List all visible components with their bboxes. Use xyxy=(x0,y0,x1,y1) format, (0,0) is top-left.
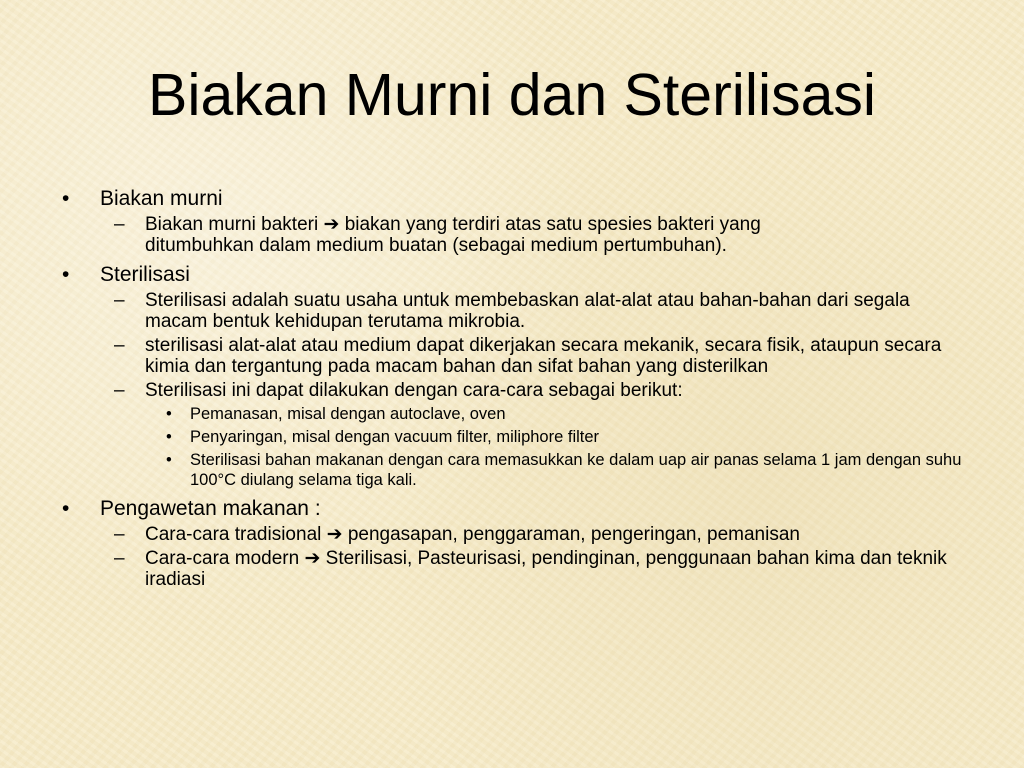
sub-item-cara-modern xyxy=(56,548,976,590)
bullet-pengawetan-makanan xyxy=(56,496,976,521)
sub-item-text: sterilisasi alat-alat atau medium dapat dikerjakan secara mekanik, secara fisik, ataupun secara kimia dan tergantung pada macam bahan dan sifat bahan yang disterilkan xyxy=(145,335,942,377)
sub-item-sterilisasi-cara xyxy=(56,335,976,377)
sub-item-sterilisasi-definisi xyxy=(56,290,976,332)
sub-item-lead: Biakan murni bakteri xyxy=(145,214,319,235)
sub-item-cara-tradisional xyxy=(56,524,976,545)
dash-marker: – xyxy=(114,524,125,545)
bullet-marker: • xyxy=(166,451,172,469)
bullet-text: Sterilisasi xyxy=(100,263,190,286)
sub-sub-item-text: Penyaringan, misal dengan vacuum filter, miliphore filter xyxy=(190,428,600,446)
sub-item-text: Sterilisasi ini dapat dilakukan dengan cara-cara sebagai berikut: xyxy=(145,380,683,401)
bullet-sterilisasi xyxy=(56,262,976,287)
bullet-text: Biakan murni xyxy=(100,187,223,210)
sub-item-rest: pengasapan, penggaraman, pengeringan, pemanisan xyxy=(347,524,800,545)
sub-item-rest: biakan yang terdiri atas satu spesies bakteri yang xyxy=(344,214,761,235)
sub-item-biakan-murni-bakteri xyxy=(56,214,976,256)
bullet-text: Pengawetan makanan : xyxy=(100,497,321,520)
bullet-marker: • xyxy=(62,187,70,210)
sub-sub-item-text: Pemanasan, misal dengan autoclave, oven xyxy=(190,405,506,423)
sub-sub-item-text: Sterilisasi bahan makanan dengan cara memasukkan ke dalam uap air panas selama 1 jam dengan suhu 100°C diulang selama tiga kali. xyxy=(190,451,962,489)
sub-item-sterilisasi-metode xyxy=(56,380,976,401)
sub-item-rest: Sterilisasi, Pasteurisasi, pendinginan, penggunaan bahan kima dan teknik iradiasi xyxy=(145,548,947,590)
dash-marker: – xyxy=(114,214,125,235)
bullet-marker: • xyxy=(62,497,70,520)
bullet-marker: • xyxy=(62,263,70,286)
dash-marker: – xyxy=(114,548,125,569)
sub-item-lead: Cara-cara tradisional xyxy=(145,524,322,545)
sub-item-text: Sterilisasi adalah suatu usaha untuk membebaskan alat-alat atau bahan-bahan dari segala macam bentuk kehidupan terutama mikrobia. xyxy=(145,290,910,332)
dash-marker: – xyxy=(114,290,125,311)
sub-sub-item-uap-panas xyxy=(56,450,976,490)
sub-sub-item-pemanasan xyxy=(56,404,976,424)
arrow-right-icon: ➔ xyxy=(326,523,343,545)
bullet-marker: • xyxy=(166,405,172,423)
arrow-right-icon: ➔ xyxy=(323,213,340,235)
dash-marker: – xyxy=(114,380,125,401)
sub-sub-item-penyaringan xyxy=(56,427,976,447)
bullet-biakan-murni xyxy=(56,186,976,211)
bullet-marker: • xyxy=(166,428,172,446)
slide-title: Biakan Murni dan Sterilisasi xyxy=(148,62,876,128)
sub-item-lead: Cara-cara modern xyxy=(145,548,300,569)
arrow-right-icon: ➔ xyxy=(304,547,321,569)
dash-marker: – xyxy=(114,335,125,356)
sub-item-rest-line2: ditumbuhkan dalam medium buatan (sebagai medium pertumbuhan). xyxy=(145,235,727,256)
slide-content xyxy=(56,182,976,590)
